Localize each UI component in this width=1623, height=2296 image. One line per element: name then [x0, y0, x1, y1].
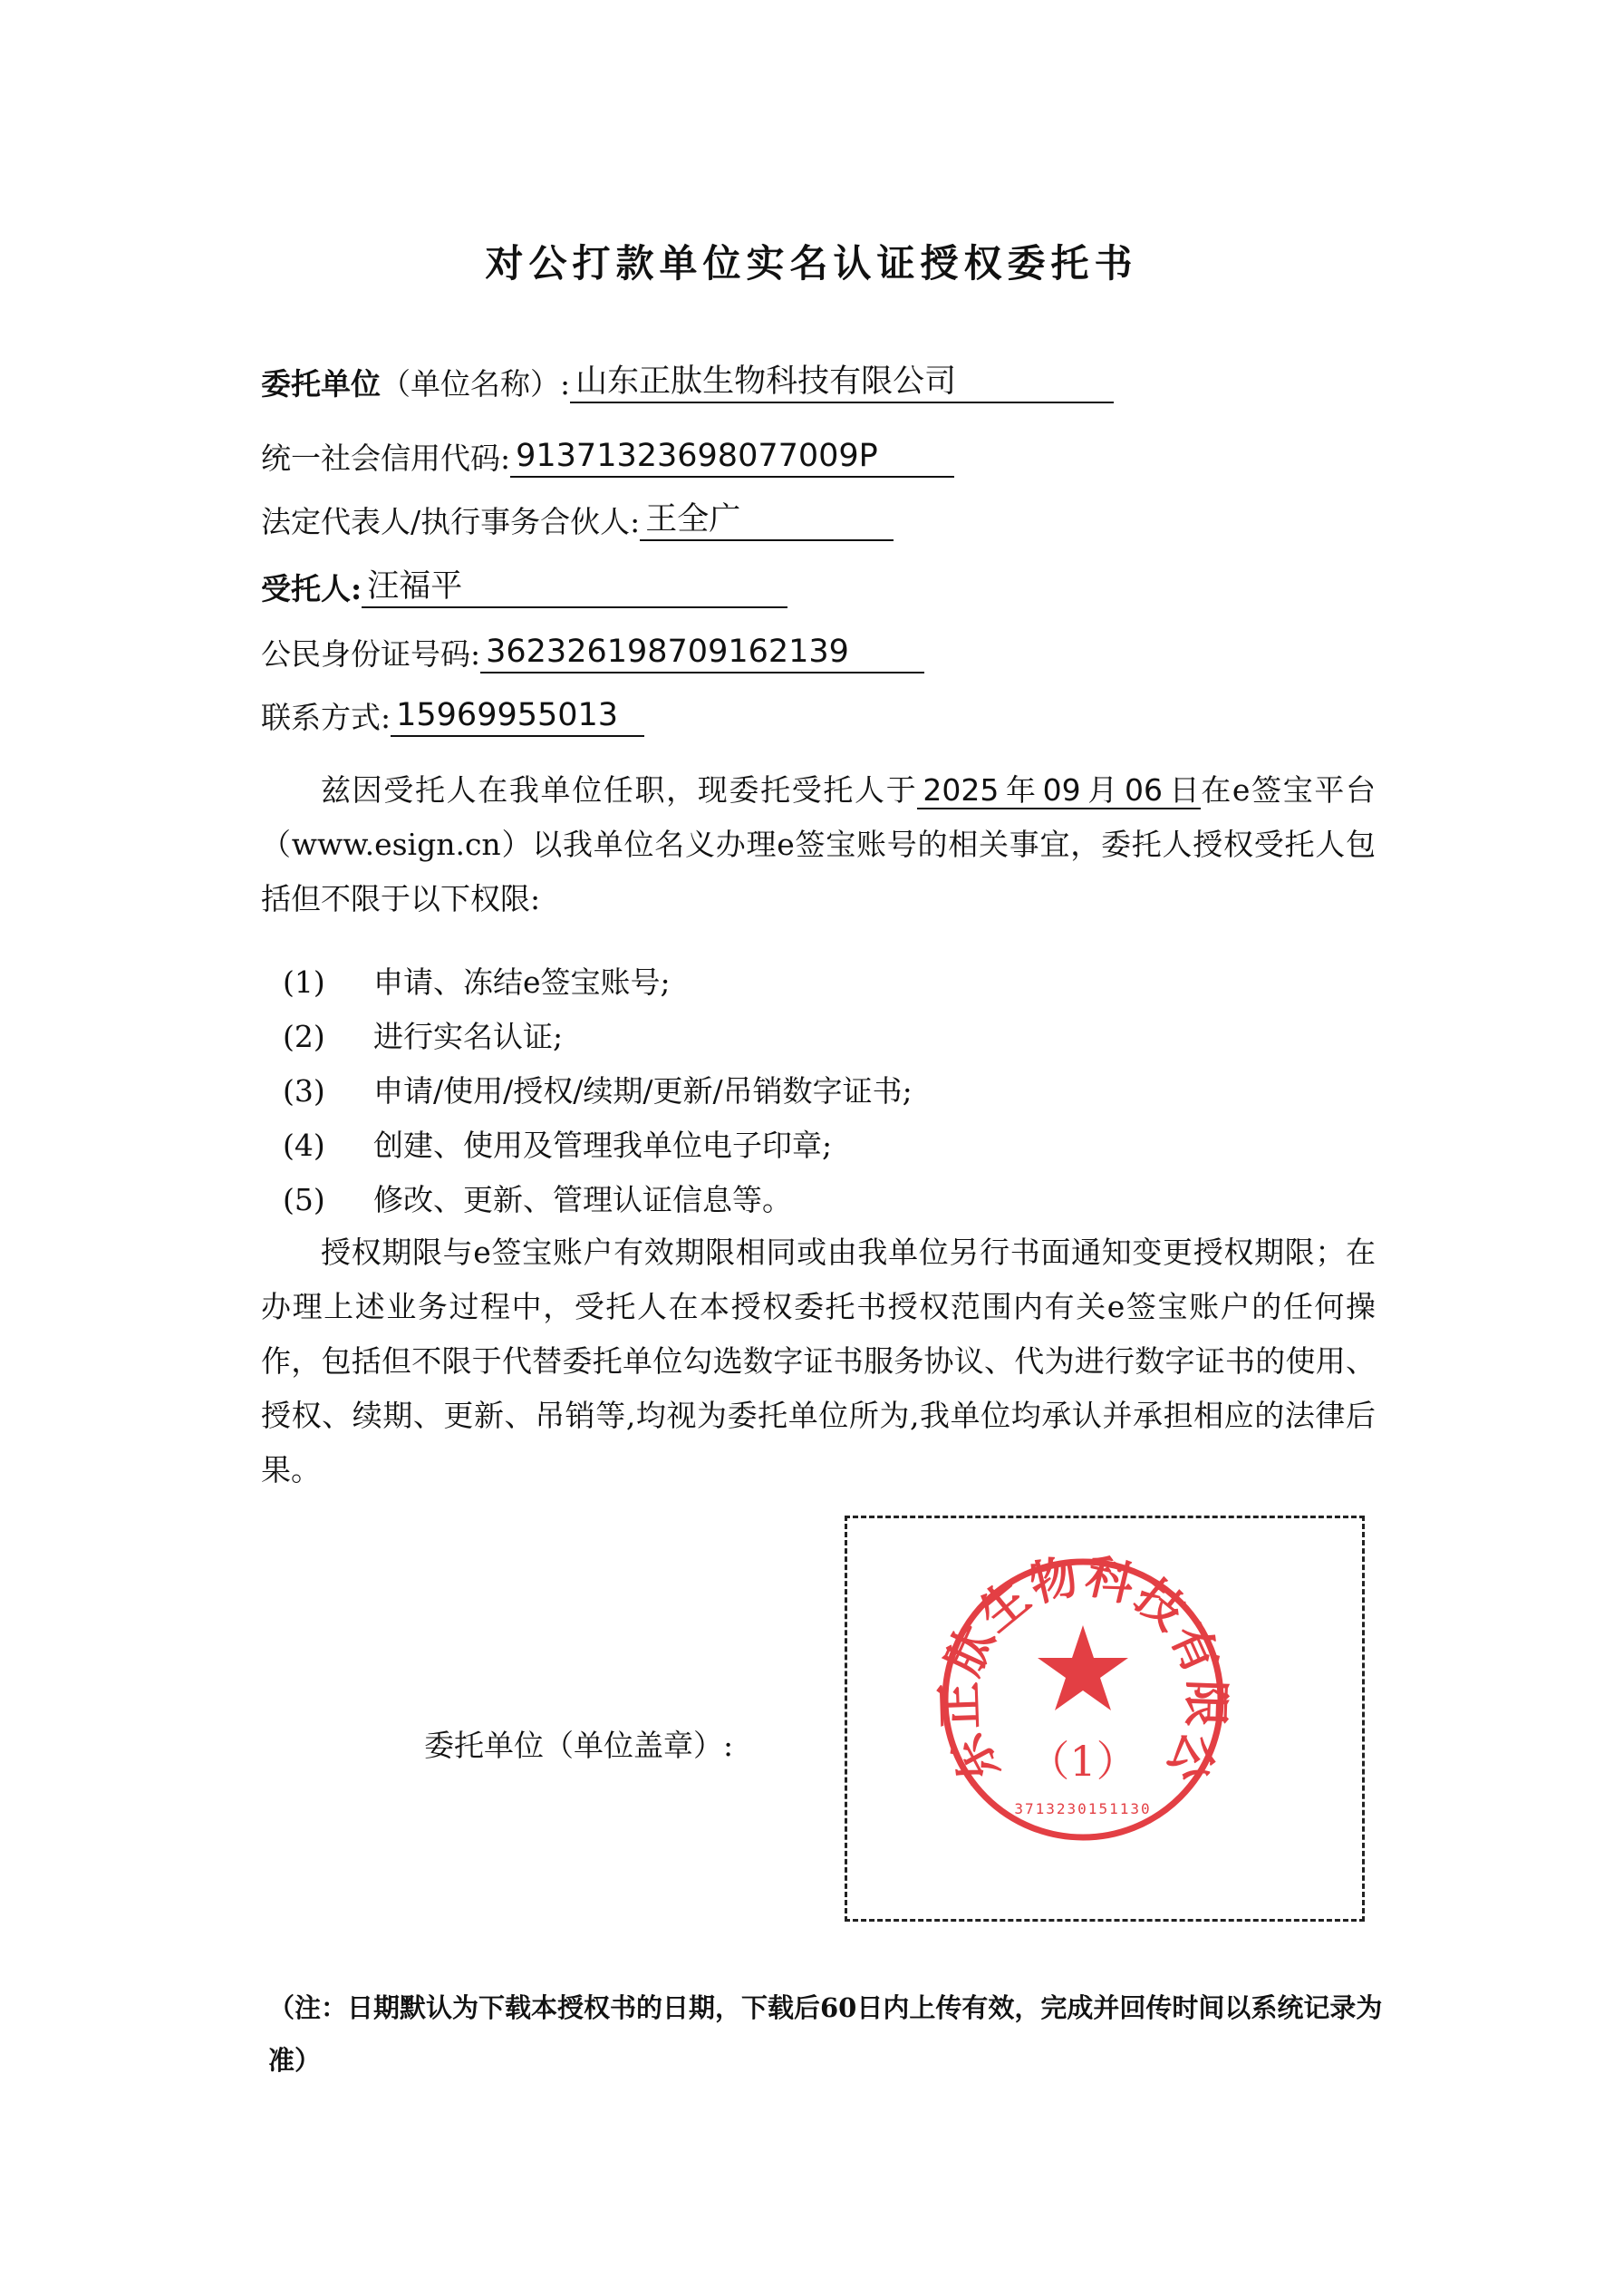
seal-number: （1） — [1028, 1737, 1138, 1786]
entrust-unit-row — [261, 361, 1114, 403]
body-part1: 兹因受托人在我单位任职，现委托受托人于 — [321, 772, 918, 808]
id-number-label: 公民身份证号码: — [261, 636, 481, 672]
entrust-unit-label: 委托单位 — [261, 366, 381, 402]
list-item-number: (1) — [283, 964, 325, 1000]
list-item — [283, 959, 671, 1002]
contact-value: 15969955013 — [391, 697, 644, 737]
entrust-unit-sublabel: （单位名称）: — [381, 366, 571, 402]
seal-code: 3713230151130 — [1014, 1800, 1152, 1817]
trustee-value: 汪福平 — [362, 568, 787, 608]
legal-rep-row — [261, 499, 894, 541]
list-item-text: 修改、更新、管理认证信息等。 — [373, 1182, 792, 1217]
list-item — [283, 1122, 832, 1165]
credit-code-value: 91371323698077009P — [510, 438, 954, 478]
list-item-text: 申请/使用/授权/续期/更新/吊销数字证书; — [373, 1073, 913, 1109]
authorization-paragraph: 授权期限与e签宝账户有效期限相同或由我单位另行书面通知变更授权期限；在办理上述业务过程中，受托人在本授权委托书授权范围内有关e签宝账户的任何操作，包括但不限于代替委托单位勾选数字证书服务协议、代为进行数字证书的使用、授权、续期、更新、吊销等,均视为委托单位所为,我单位均承认并承担相应的法律后果。 — [261, 1235, 1376, 1487]
body-year: 2025 — [917, 772, 1004, 809]
body-day-unit: 日 — [1167, 772, 1202, 808]
list-item-number: (2) — [283, 1019, 325, 1054]
list-item-number: (5) — [283, 1182, 325, 1217]
body-day: 06 — [1119, 772, 1168, 809]
trustee-label: 受托人: — [261, 571, 362, 606]
page-title: 对公打款单位实名认证授权委托书 — [485, 241, 1138, 286]
list-item-text: 申请、冻结e签宝账号; — [373, 964, 671, 1000]
list-item-text: 创建、使用及管理我单位电子印章; — [373, 1128, 833, 1163]
list-item-number: (3) — [283, 1073, 325, 1109]
contact-label: 联系方式: — [261, 700, 391, 735]
id-number-value: 362326198709162139 — [480, 634, 924, 673]
list-item-number: (4) — [283, 1128, 325, 1163]
list-item — [283, 1068, 913, 1110]
body-year-unit: 年 — [1004, 772, 1038, 808]
seal-area — [845, 1516, 1365, 1922]
star-icon — [1038, 1625, 1128, 1710]
company-seal — [847, 1518, 1362, 1919]
contact-row — [261, 694, 644, 737]
id-number-row — [261, 631, 924, 673]
legal-rep-label: 法定代表人/执行事务合伙人: — [261, 504, 641, 539]
body-month-unit: 月 — [1086, 772, 1119, 808]
list-item — [283, 1013, 563, 1056]
credit-code-label: 统一社会信用代码: — [261, 441, 511, 476]
seal-company-name: 东正肽生物科技有限公 — [932, 1548, 1233, 1793]
list-item — [283, 1177, 792, 1219]
body-part2: 在e签宝平台（www.esign.cn）以我单位名义办理e签宝账号的相关事宜，委托人授权受托人包括但不限于以下权限: — [261, 772, 1377, 916]
legal-rep-value: 王全广 — [640, 501, 894, 541]
seal-label: 委托单位（单位盖章）: — [424, 1728, 734, 1763]
body-paragraph — [261, 763, 1376, 926]
trustee-row — [261, 566, 787, 608]
footnote: （注：日期默认为下载本授权书的日期，下载后60日内上传有效，完成并回传时间以系统记录为准） — [268, 1992, 1383, 2076]
entrust-unit-value: 山东正肽生物科技有限公司 — [570, 363, 1114, 403]
credit-code-row — [261, 435, 954, 478]
list-item-text: 进行实名认证; — [373, 1019, 564, 1054]
body-month: 09 — [1038, 772, 1087, 809]
